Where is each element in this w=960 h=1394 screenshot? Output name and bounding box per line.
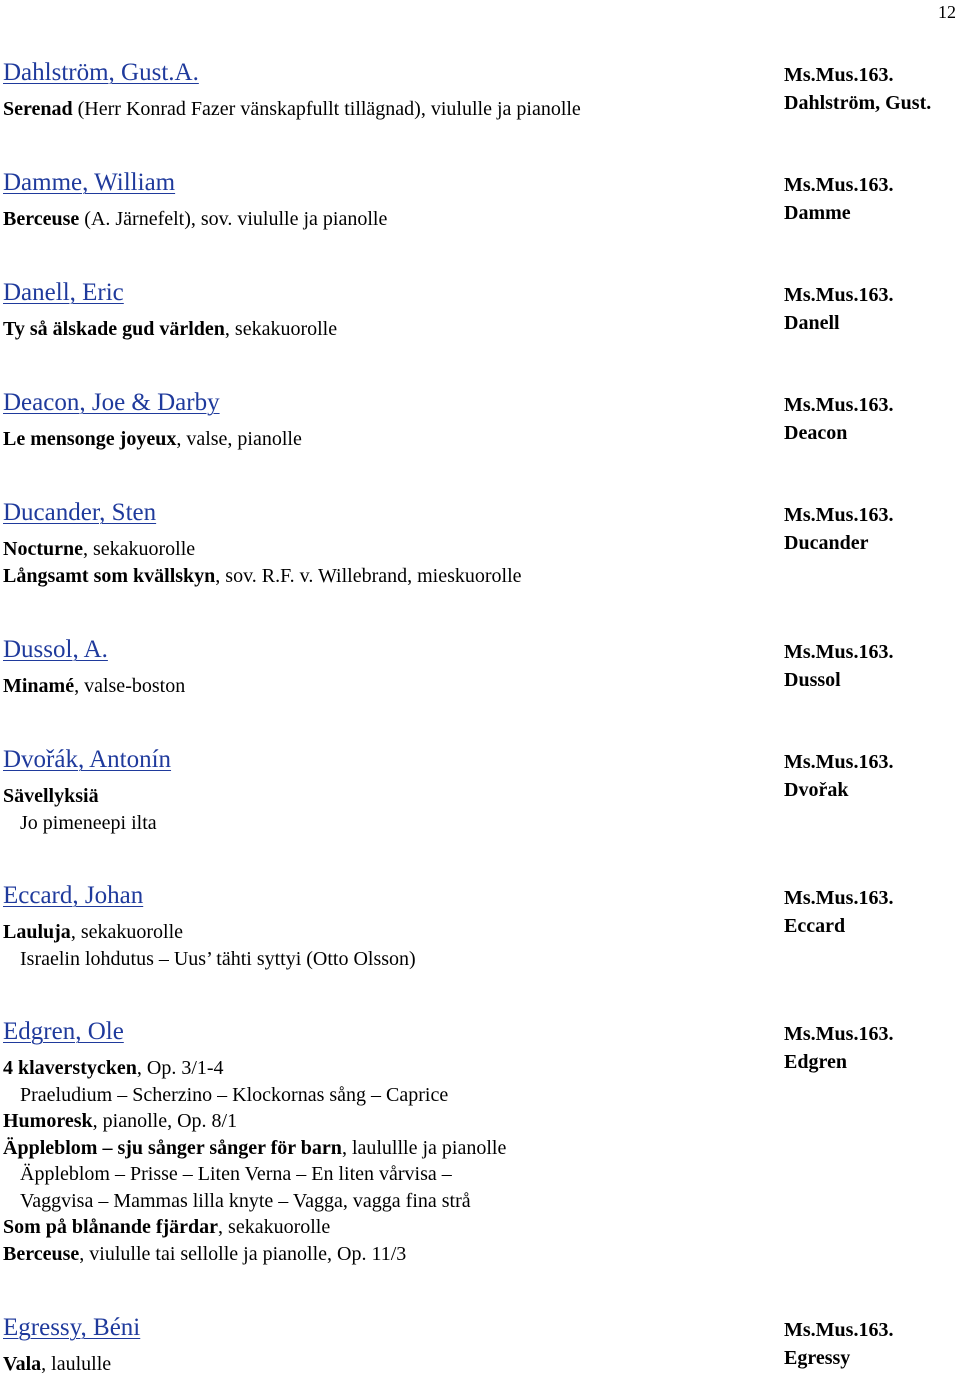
- work-title: Minamé: [3, 675, 75, 697]
- shelf-mark: [784, 884, 893, 940]
- work-title: Sävellyksiä: [3, 785, 99, 807]
- shelf-mark-name: Danell: [784, 312, 840, 334]
- shelf-mark-code: Ms.Mus.163.: [784, 751, 894, 773]
- work-details: , sov. R.F. v. Willebrand, mieskuorolle: [215, 564, 522, 587]
- composer-name[interactable]: Dvořák, Antonín: [3, 746, 172, 773]
- shelf-mark-name: Dvořak: [784, 779, 849, 801]
- work-title: Nocturne: [3, 538, 83, 560]
- catalog-entry: [3, 1017, 943, 1267]
- composer-name[interactable]: Dussol, A.: [3, 636, 108, 663]
- shelf-mark-code: Ms.Mus.163.: [784, 284, 894, 306]
- composer-name[interactable]: Edgren, Ole: [3, 1018, 124, 1045]
- work-item: [3, 1108, 943, 1135]
- catalog-entry: [3, 388, 943, 453]
- work-details: , laululle: [41, 1353, 112, 1375]
- work-details: , valse, pianolle: [176, 428, 302, 450]
- work-title: Serenad: [3, 98, 73, 120]
- composer-name[interactable]: Eccard, Johan: [3, 882, 144, 909]
- composer-name[interactable]: Dahlström, Gust.A.: [3, 59, 199, 86]
- work-details: , laulullle ja pianolle: [341, 1136, 507, 1159]
- shelf-mark-name: Ducander: [784, 532, 869, 554]
- work-item: [3, 563, 943, 590]
- shelf-mark-name: Edgren: [784, 1051, 847, 1073]
- shelf-mark: [784, 1316, 893, 1372]
- page-number: 12: [938, 2, 956, 22]
- shelf-mark: [784, 281, 893, 337]
- catalog-entry: [3, 168, 943, 233]
- work-contents: [3, 1082, 943, 1109]
- shelf-mark-code: Ms.Mus.163.: [784, 504, 894, 526]
- work-contents: [3, 1188, 943, 1215]
- work-title: Långsamt som kvällskyn: [3, 564, 216, 587]
- work-item: [3, 1135, 943, 1162]
- shelf-mark-code: Ms.Mus.163.: [784, 887, 894, 909]
- catalog-entry: [3, 278, 943, 343]
- work-contents: [3, 946, 943, 973]
- shelf-mark: [784, 1020, 893, 1076]
- catalog-entry: [3, 58, 943, 123]
- shelf-mark-name: Dahlström, Gust.: [784, 92, 932, 114]
- catalog-entry: [3, 1313, 943, 1378]
- work-details: , sekakuorolle: [82, 538, 196, 560]
- shelf-mark-code: Ms.Mus.163.: [784, 641, 894, 663]
- shelf-mark-code: Ms.Mus.163.: [784, 1319, 894, 1341]
- shelf-mark: [784, 748, 893, 804]
- shelf-mark-code: Ms.Mus.163.: [784, 1023, 894, 1045]
- shelf-mark-name: Eccard: [784, 915, 846, 937]
- composer-name[interactable]: Egressy, Béni: [3, 1314, 141, 1341]
- work-title: Som på blånande fjärdar: [3, 1216, 219, 1238]
- work-details: Israelin lohdutus – Uus’ tähti syttyi (Otto Olsson): [20, 947, 416, 970]
- shelf-mark-name: Deacon: [784, 422, 848, 444]
- work-details: , sekakuorolle: [218, 1216, 331, 1238]
- catalog-entry: [3, 635, 943, 700]
- shelf-mark: [784, 61, 931, 117]
- composer-name[interactable]: Danell, Eric: [3, 279, 124, 306]
- composer-name[interactable]: Damme, William: [3, 169, 176, 196]
- work-details: , viululle tai sellolle ja pianolle, Op. 11/3: [79, 1242, 407, 1265]
- work-details: , sekakuorolle: [224, 318, 338, 340]
- shelf-mark-code: Ms.Mus.163.: [784, 64, 894, 86]
- work-title: Berceuse: [3, 208, 80, 230]
- shelf-mark: [784, 391, 893, 447]
- shelf-mark-code: Ms.Mus.163.: [784, 394, 894, 416]
- shelf-mark-name: Damme: [784, 202, 851, 224]
- work-title: 4 klaverstycken: [3, 1057, 137, 1079]
- work-details: , sekakuorolle: [70, 921, 183, 943]
- work-title: Humoresk: [3, 1110, 93, 1132]
- work-details: , valse-boston: [74, 675, 186, 697]
- work-details: (Herr Konrad Fazer vänskapfullt tillägnad), viululle ja pianolle: [72, 98, 581, 120]
- shelf-mark-code: Ms.Mus.163.: [784, 174, 894, 196]
- work-details: (A. Järnefelt), sov. viululle ja pianolle: [79, 208, 388, 230]
- work-details: Praeludium – Scherzino – Klockornas sång – Caprice: [20, 1083, 449, 1106]
- composer-name[interactable]: Ducander, Sten: [3, 499, 157, 526]
- work-title: Berceuse: [3, 1242, 80, 1265]
- work-details: Äppleblom – Prisse – Liten Verna – En liten vårvisa –: [20, 1163, 452, 1185]
- work-title: Ty så älskade gud världen: [3, 318, 225, 340]
- work-item: [3, 1241, 943, 1268]
- work-details: Vaggvisa – Mammas lilla knyte – Vagga, vagga fina strå: [20, 1189, 471, 1212]
- shelf-mark-name: Dussol: [784, 669, 841, 691]
- shelf-mark: [784, 638, 893, 694]
- work-list: [3, 1055, 943, 1267]
- catalog-entry: [3, 745, 943, 836]
- catalog-entry: [3, 881, 943, 972]
- catalog-entry: [3, 498, 943, 589]
- work-details: , pianolle, Op. 8/1: [92, 1110, 238, 1132]
- work-title: Le mensonge joyeux: [3, 428, 177, 450]
- work-title: Vala: [3, 1353, 42, 1375]
- work-title: Lauluja: [3, 921, 71, 943]
- work-details: , Op. 3/1-4: [136, 1057, 224, 1079]
- work-item: [3, 1214, 943, 1241]
- work-contents: [3, 810, 943, 837]
- shelf-mark: [784, 501, 893, 557]
- work-contents: [3, 1161, 943, 1188]
- work-title: Äppleblom – sju sånger sånger för barn: [3, 1136, 342, 1159]
- composer-name[interactable]: Deacon, Joe & Darby: [3, 389, 220, 416]
- shelf-mark: [784, 171, 893, 227]
- shelf-mark-name: Egressy: [784, 1347, 851, 1369]
- work-details: Jo pimeneepi ilta: [20, 811, 157, 834]
